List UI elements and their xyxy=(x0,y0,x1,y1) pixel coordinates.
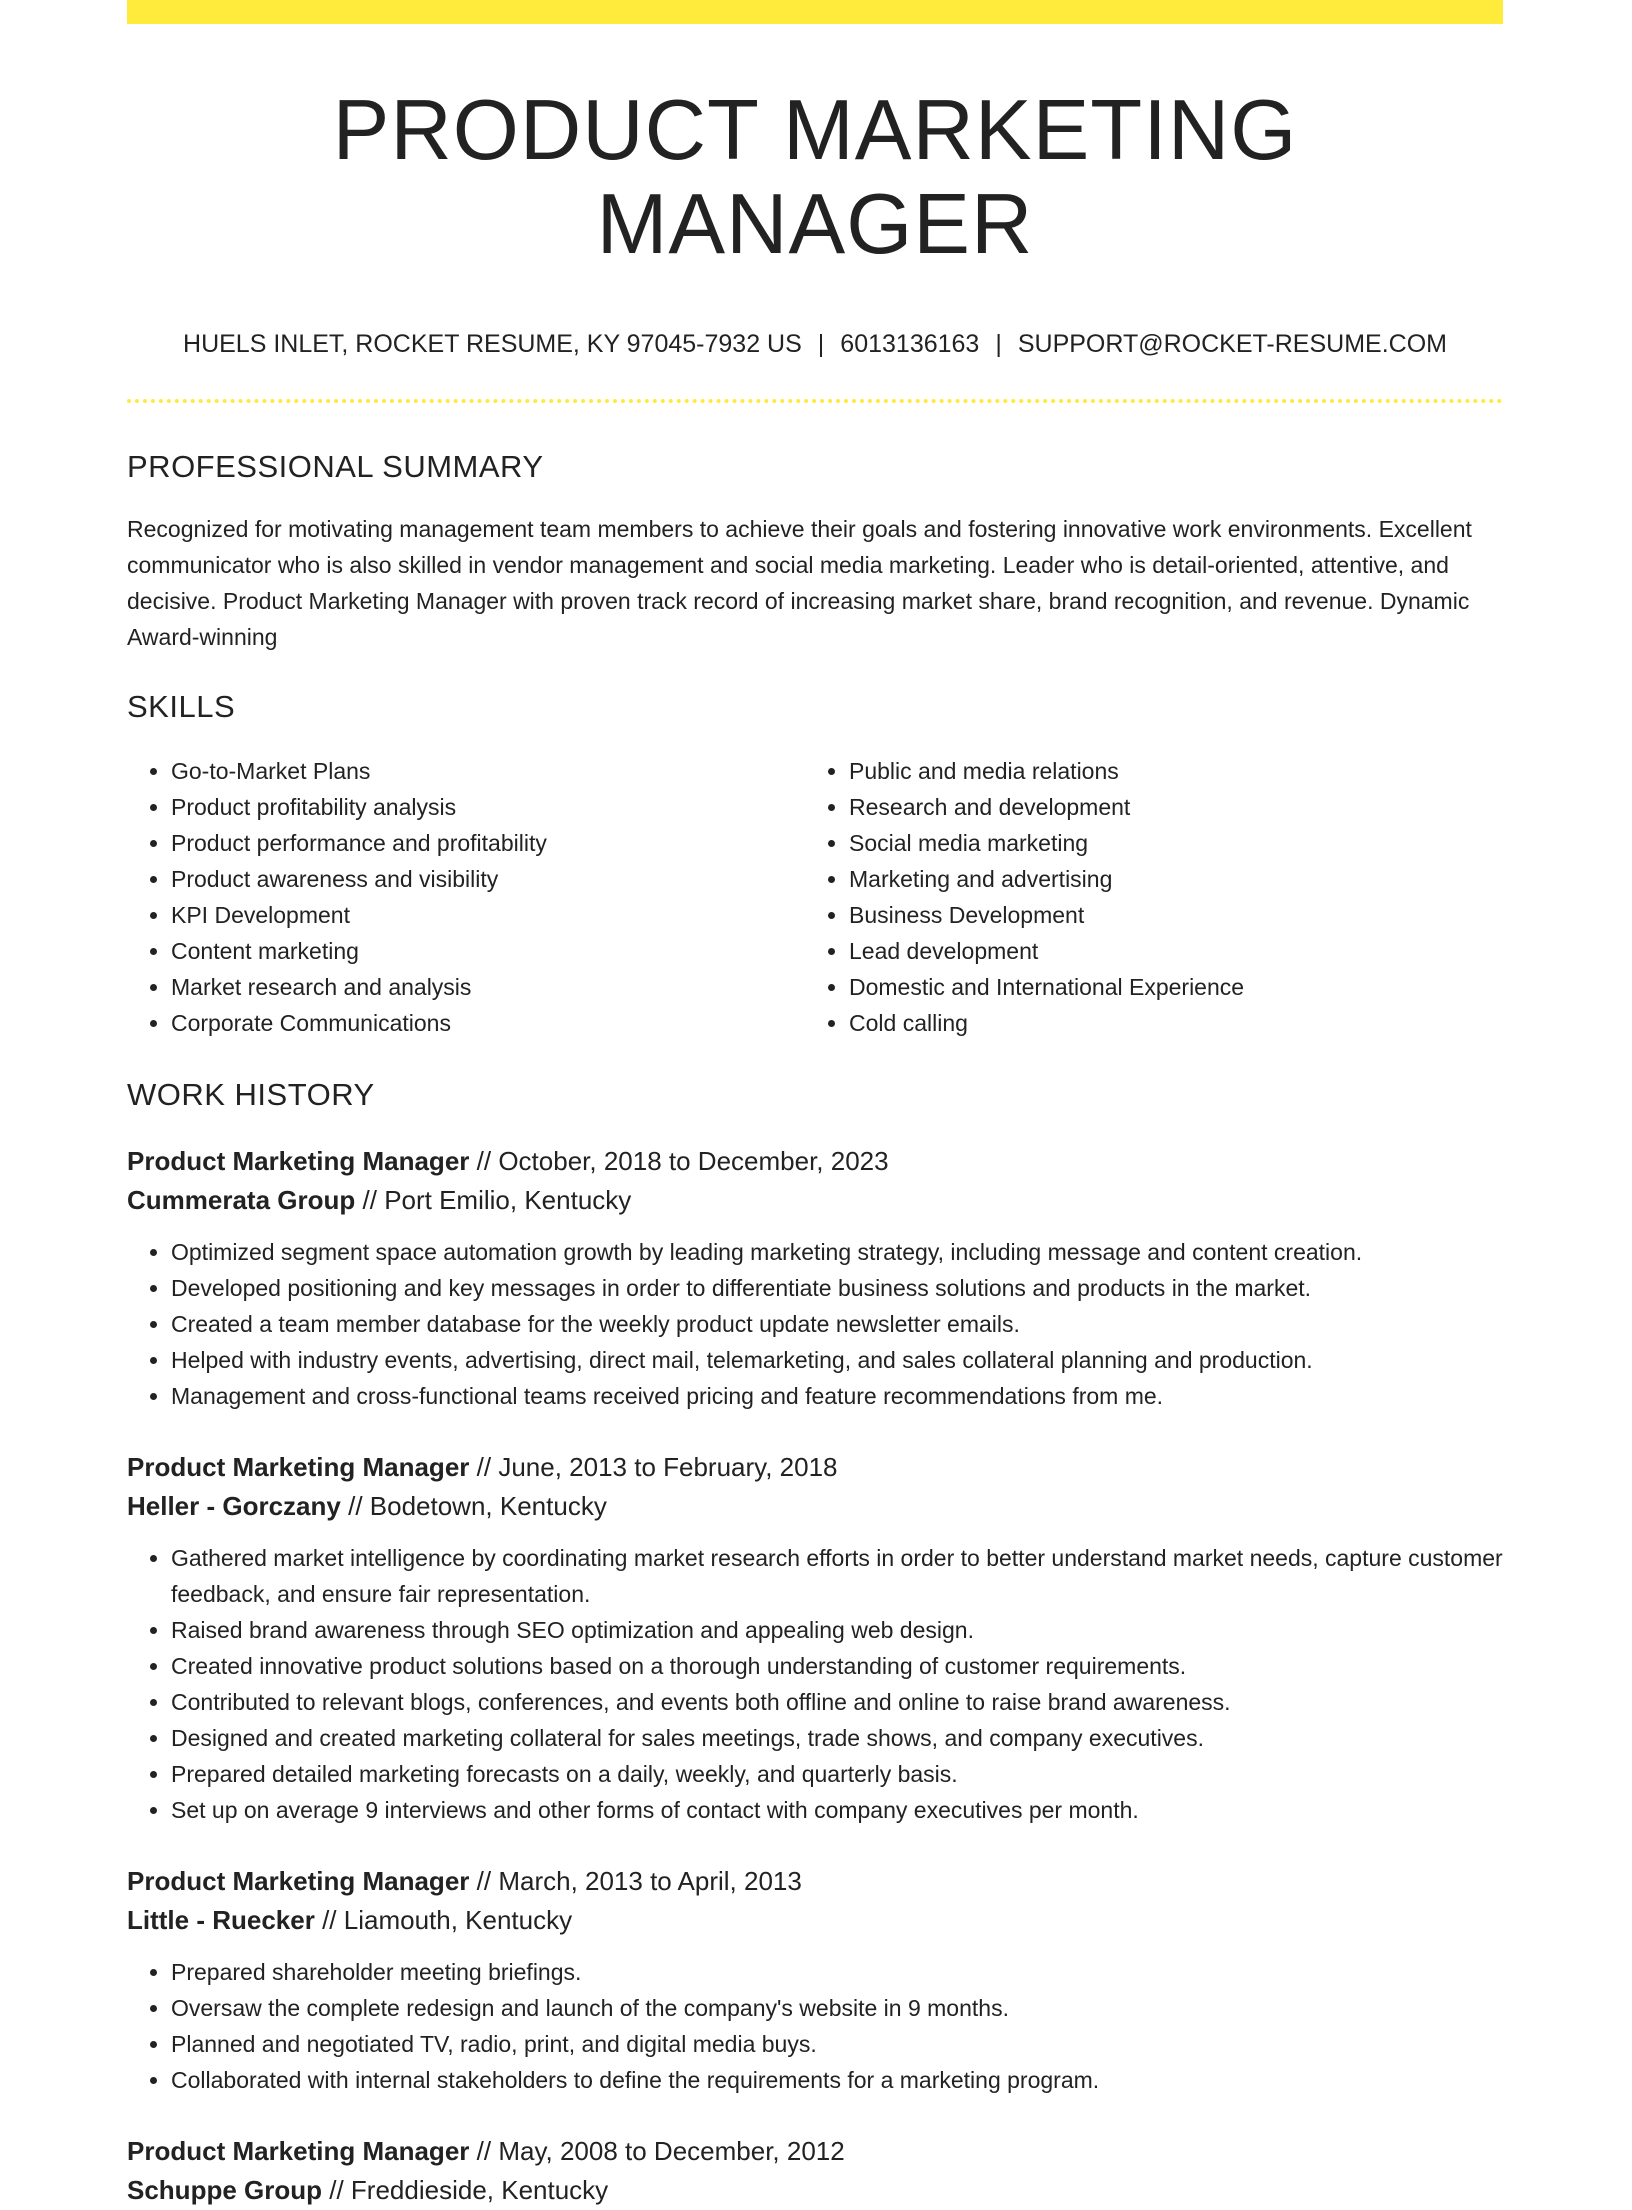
job-bullet: • Developed positioning and key messages in order to differentiate business solutions and products in the market. xyxy=(171,1270,1503,1306)
job-bullet: • Prepared shareholder meeting briefings. xyxy=(171,1954,1503,1990)
contact-separator: | xyxy=(995,330,1002,358)
skill-item: • Content marketing xyxy=(171,933,805,969)
job-company: Little - Ruecker xyxy=(127,1904,315,1935)
job-divider: // xyxy=(476,2135,492,2166)
job-bullet: • Collaborated with internal stakeholders to define the requirements for a marketing program. xyxy=(171,2062,1503,2098)
skill-item: • Product profitability analysis xyxy=(171,789,805,825)
job-dates: March, 2013 to April, 2013 xyxy=(498,1865,802,1896)
work-history-heading: WORK HISTORY xyxy=(127,1077,375,1113)
skill-item: • Lead development xyxy=(849,933,1483,969)
job-company-line xyxy=(127,1181,1503,1220)
skill-item: • Marketing and advertising xyxy=(849,861,1483,897)
job-bullet: • Created a team member database for the weekly product update newsletter emails. xyxy=(171,1306,1503,1342)
skill-item: • Corporate Communications xyxy=(171,1005,805,1041)
job-company-line xyxy=(127,1901,1503,1940)
job-bullet: • Created innovative product solutions based on a thorough understanding of customer requirements. xyxy=(171,1648,1503,1684)
job-bullet: • Planned and negotiated TV, radio, print, and digital media buys. xyxy=(171,2026,1503,2062)
job-entry xyxy=(127,1142,1503,1414)
job-role-line xyxy=(127,1448,1503,1487)
summary-text: Recognized for motivating management team members to achieve their goals and fostering innovative work environments. Excellent communicator who is also skilled in vendor management and social media marketing. Leader who is detail-oriented, attentive, and decisive. Product Marketing Manager with proven track record of increasing market share, brand recognition, and revenue. Dynamic Award-winning xyxy=(127,516,1472,651)
job-divider: // xyxy=(476,1865,492,1896)
skill-item: • Social media marketing xyxy=(849,825,1483,861)
job-bullet: • Contributed to relevant blogs, conferences, and events both offline and online to raise brand awareness. xyxy=(171,1684,1503,1720)
job-bullet: • Set up on average 9 interviews and other forms of contact with company executives per month. xyxy=(171,1792,1503,1828)
job-divider: // xyxy=(476,1145,492,1176)
skill-item: • Go-to-Market Plans xyxy=(171,753,805,789)
contact-separator: | xyxy=(817,330,825,358)
skill-item: • Market research and analysis xyxy=(171,969,805,1005)
job-entry xyxy=(127,1448,1503,1828)
job-divider: // xyxy=(322,1904,337,1935)
skill-item: • Public and media relations xyxy=(849,753,1483,789)
header-divider xyxy=(127,399,1503,403)
job-divider: // xyxy=(476,1451,492,1482)
job-role: Product Marketing Manager xyxy=(127,1451,470,1482)
job-role-line xyxy=(127,1142,1503,1181)
skills-heading: SKILLS xyxy=(127,689,236,725)
job-bullet-list xyxy=(127,1954,1503,2098)
job-location: Bodetown, Kentucky xyxy=(369,1490,607,1521)
job-entry xyxy=(127,1862,1503,2098)
skill-item: • Product awareness and visibility xyxy=(171,861,805,897)
job-entry xyxy=(127,2132,1503,2210)
job-bullet: • Designed and created marketing collateral for sales meetings, trade shows, and company executives. xyxy=(171,1720,1503,1756)
job-divider: // xyxy=(362,1184,377,1215)
job-dates: June, 2013 to February, 2018 xyxy=(498,1451,838,1482)
skills-right-list xyxy=(805,753,1483,1041)
job-company-line xyxy=(127,2171,1503,2210)
job-bullet: • Oversaw the complete redesign and launch of the company's website in 9 months. xyxy=(171,1990,1503,2026)
job-bullet: • Optimized segment space automation growth by leading marketing strategy, including message and content creation. xyxy=(171,1234,1503,1270)
skill-item: • Research and development xyxy=(849,789,1483,825)
job-bullet: • Gathered market intelligence by coordinating market research efforts in order to better understand market needs, capture customer feedback, and ensure fair representation. xyxy=(171,1540,1503,1612)
job-role: Product Marketing Manager xyxy=(127,1865,470,1896)
accent-bar xyxy=(127,0,1503,24)
skill-item: • Business Development xyxy=(849,897,1483,933)
job-company: Cummerata Group xyxy=(127,1184,356,1215)
job-location: Freddieside, Kentucky xyxy=(350,2174,609,2205)
job-role-line xyxy=(127,1862,1503,1901)
skill-item: • Product performance and profitability xyxy=(171,825,805,861)
job-bullet: • Management and cross-functional teams received pricing and feature recommendations from me. xyxy=(171,1378,1503,1414)
summary-heading: PROFESSIONAL SUMMARY xyxy=(127,449,544,484)
contact-address: HUELS INLET, ROCKET RESUME, KY 97045-7932 US xyxy=(183,330,802,358)
job-role: Product Marketing Manager xyxy=(127,1145,470,1176)
job-bullet: • Prepared detailed marketing forecasts on a daily, weekly, and quarterly basis. xyxy=(171,1756,1503,1792)
skills-grid xyxy=(127,753,1503,1041)
skill-item: • KPI Development xyxy=(171,897,805,933)
contact-email: SUPPORT@ROCKET-RESUME.COM xyxy=(1017,330,1447,358)
job-role-line xyxy=(127,2132,1503,2171)
job-divider: // xyxy=(348,1490,363,1521)
job-dates: May, 2008 to December, 2012 xyxy=(498,2135,845,2166)
job-bullet-list xyxy=(127,1234,1503,1414)
job-role: Product Marketing Manager xyxy=(127,2135,470,2166)
skill-item: • Domestic and International Experience xyxy=(849,969,1483,1005)
job-location: Liamouth, Kentucky xyxy=(343,1904,573,1935)
job-divider: // xyxy=(329,2174,344,2205)
job-company: Schuppe Group xyxy=(127,2174,322,2205)
job-bullet-list xyxy=(127,1540,1503,1828)
job-bullet: • Raised brand awareness through SEO optimization and appealing web design. xyxy=(171,1612,1503,1648)
job-dates: October, 2018 to December, 2023 xyxy=(498,1145,889,1176)
skill-item: • Cold calling xyxy=(849,1005,1483,1041)
contact-line xyxy=(127,329,1503,359)
skills-left-list xyxy=(127,753,805,1041)
job-company: Heller - Gorczany xyxy=(127,1490,341,1521)
contact-phone: 6013136163 xyxy=(840,330,980,358)
resume-page xyxy=(127,0,1503,2210)
job-company-line xyxy=(127,1487,1503,1526)
job-location: Port Emilio, Kentucky xyxy=(384,1184,632,1215)
job-bullet: • Helped with industry events, advertising, direct mail, telemarketing, and sales collateral planning and production. xyxy=(171,1342,1503,1378)
resume-title: PRODUCT MARKETING MANAGER xyxy=(332,83,1298,272)
